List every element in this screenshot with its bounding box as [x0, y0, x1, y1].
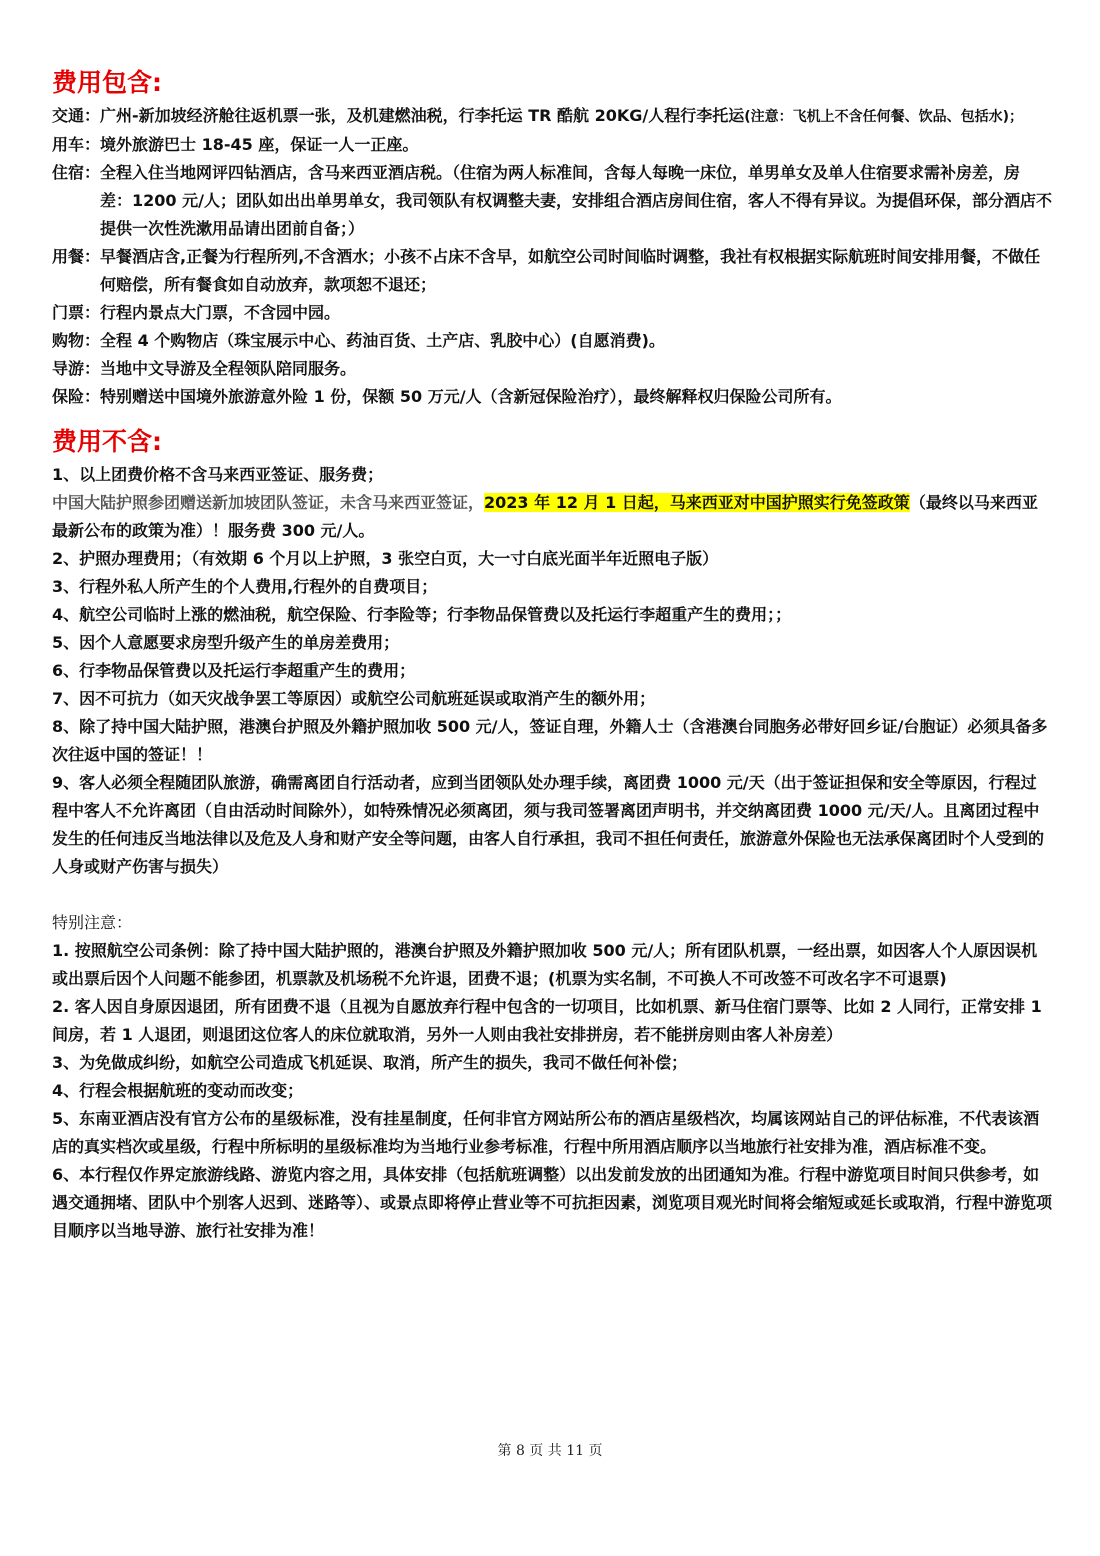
guide-text: 当地中文导游及全程领队陪同服务。 — [100, 359, 357, 378]
document-page — [52, 66, 1052, 1245]
meals-text: 早餐酒店含,正餐为行程所列,不含酒水；小孩不占床不含早，如航空公司时间临时调整，我社有权根据实际航班时间安排用餐，不做任何赔偿，所有餐食如自动放弃，款项恕不退还； — [100, 247, 1041, 294]
visa-suffix: （最终以马来西亚最新公布的政策为准）！服务费 300 元/人。 — [52, 493, 1038, 540]
shopping-text: 全程 4 个购物店（珠宝展示中心、药油百货、土产店、乳胶中心）(自愿消费)。 — [100, 331, 665, 350]
included-meals — [52, 243, 1052, 299]
meals-label: 用餐： — [52, 247, 101, 266]
excluded-item-3: 3、行程外私人所产生的个人费用,行程外的自费项目； — [52, 577, 438, 596]
excluded-item-6: 6、行李物品保管费以及托运行李超重产生的费用； — [52, 661, 416, 680]
note-item-3: 3、为免做成纠纷，如航空公司造成飞机延误、取消，所产生的损失，我司不做任何补偿； — [52, 1053, 688, 1072]
included-heading: 费用包含: — [52, 68, 162, 97]
excluded-item-4: 4、航空公司临时上涨的燃油税，航空保险、行李险等；行李物品保管费以及托运行李超重产生的费用；； — [52, 605, 792, 624]
transport-note: (注意：飞机上不含任何餐、饮品、包括水)； — [744, 109, 1024, 125]
visa-prefix: 中国大陆护照参团赠送新加坡团队签证，未含马来西亚签证， — [52, 493, 485, 512]
tickets-text: 行程内景点大门票，不含园中园。 — [100, 303, 341, 322]
note-item-1: 1. 按照航空公司条例：除了持中国大陆护照的，港澳台护照及外籍护照加收 500 元/人；所有团队机票，一经出票，如因客人个人原因误机或出票后因个人问题不能参团，机票款及机场税不允许退，团费不退；(机票为实名制，不可换人不可改签不可改名字不可退票) — [52, 941, 1038, 988]
excluded-heading: 费用不含: — [52, 427, 162, 456]
excluded-item-8: 8、除了持中国大陆护照，港澳台护照及外籍护照加收 500 元/人，签证自理，外籍人士（含港澳台同胞务必带好回乡证/台胞证）必须具备多次往返中国的签证！！ — [52, 717, 1048, 764]
vehicle-label: 用车： — [52, 135, 101, 154]
note-item-5: 5、东南亚酒店没有官方公布的星级标准，没有挂星制度，任何非官方网站所公布的酒店星级档次，均属该网站自己的评估标准，不代表该酒店的真实档次或星级，行程中所标明的星级标准均为当地行业参考标准，行程中所用酒店顺序以当地旅行社安排为准，酒店标准不变。 — [52, 1109, 1040, 1156]
page-number: 第 8 页 共 11 页 — [497, 1443, 603, 1459]
transport-label: 交通： — [52, 106, 101, 125]
insurance-label: 保险： — [52, 387, 101, 406]
note-item-4: 4、行程会根据航班的变动而改变； — [52, 1081, 304, 1100]
note-item-6: 6、本行程仅作界定旅游线路、游览内容之用，具体安排（包括航班调整）以出发前发放的出团通知为准。行程中游览项目时间只供参考，如遇交通拥堵、团队中个别客人迟到、迷路等）、或景点即将停止营业等不可抗拒因素，浏览项目观光时间将会缩短或延长或取消，行程中游览项目顺序以当地导游、旅行社安排为准！ — [52, 1165, 1053, 1240]
hotel-text: 全程入住当地网评四钻酒店，含马来西亚酒店税。（住宿为两人标准间，含每人每晚一床位，单男单女及单人住宿要求需补房差，房差：1200 元/人；团队如出出单男单女，我司领队有权调整夫妻，安排组合酒店房间住宿，客人不得有异议。为提倡环保，部分酒店不提供一次性洗漱用品请出团前自备；） — [100, 163, 1052, 238]
included-vehicle — [52, 131, 1052, 159]
section-spacer — [52, 881, 1052, 909]
excluded-item-9: 9、客人必须全程随团队旅游，确需离团自行活动者，应到当团领队处办理手续，离团费 1000 元/天（出于签证担保和安全等原因，行程过程中客人不允许离团（自由活动时间除外），如特殊情况必须离团，须与我司签署离团声明书，并交纳离团费 1000 元/天/人。且离团过程中发生的任何违反当地法律以及危及人身和财产安全等问题，由客人自行承担，我司不担任何责任，旅游意外保险也无法承保离团时个人受到的人身或财产伤害与损失） — [52, 773, 1045, 876]
notes-heading: 特别注意： — [52, 913, 133, 932]
excluded-item-5: 5、因个人意愿要求房型升级产生的单房差费用； — [52, 633, 400, 652]
visa-free-highlight: 2023 年 12 月 1 日起，马来西亚对中国护照实行免签政策 — [484, 493, 910, 512]
included-hotel — [52, 159, 1052, 243]
transport-text: 广州-新加坡经济舱往返机票一张，及机建燃油税，行李托运 TR 酷航 20KG/人程行李托运 — [100, 106, 745, 125]
included-tickets — [52, 299, 1052, 327]
tickets-label: 门票： — [52, 303, 101, 322]
included-transport — [52, 102, 1052, 131]
visa-policy-paragraph — [52, 489, 1052, 545]
vehicle-text: 境外旅游巴士 18-45 座，保证一人一正座。 — [100, 135, 419, 154]
note-item-2: 2. 客人因自身原因退团，所有团费不退（且视为自愿放弃行程中包含的一切项目，比如机票、新马住宿门票等、比如 2 人同行，正常安排 1 间房，若 1 人退团，则退团这位客人的床位就取消，另外一人则由我社安排拼房，若不能拼房则由客人补房差） — [52, 997, 1042, 1044]
included-insurance — [52, 383, 1052, 411]
insurance-text: 特别赠送中国境外旅游意外险 1 份，保额 50 万元/人（含新冠保险治疗），最终解释权归保险公司所有。 — [100, 387, 842, 406]
included-shopping — [52, 327, 1052, 355]
excluded-item-2: 2、护照办理费用；（有效期 6 个月以上护照，3 张空白页，大一寸白底光面半年近照电子版） — [52, 549, 719, 568]
guide-label: 导游： — [52, 359, 101, 378]
excluded-item-1: 1、以上团费价格不含马来西亚签证、服务费； — [52, 465, 384, 484]
included-guide — [52, 355, 1052, 383]
hotel-label: 住宿： — [52, 163, 101, 182]
excluded-item-7: 7、因不可抗力（如天灾战争罢工等原因）或航空公司航班延误或取消产生的额外用； — [52, 689, 656, 708]
shopping-label: 购物： — [52, 331, 101, 350]
